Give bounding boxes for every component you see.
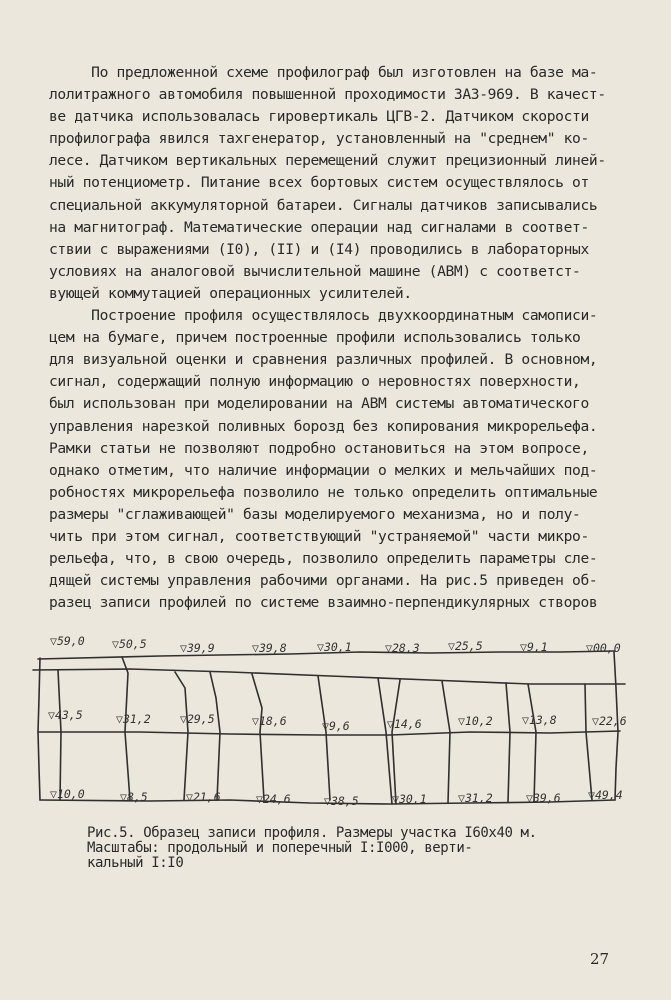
transverse-profile: [528, 684, 536, 802]
text-line: робностях микрорельефа позволило не только определить оптимальные: [49, 483, 598, 501]
elevation-label: ▽9,1: [520, 640, 548, 654]
text-line: разец записи профилей по системе взаимно-перпендикулярных створов: [49, 594, 598, 612]
text-line: сигнал, содержащий полную информацию о неровностях поверхности,: [49, 373, 581, 391]
elevation-label: ▽10,2: [458, 714, 493, 728]
text-line: специальной аккумуляторной батареи. Сигналы датчиков записывались: [49, 196, 598, 214]
transverse-profile: [506, 683, 510, 802]
page-number: 27: [590, 950, 610, 968]
upper-band-line: [33, 669, 625, 684]
elevation-label: ▽10,0: [50, 787, 85, 801]
text-line: ный потенциометр. Питание всех бортовых систем осуществлялось от: [49, 174, 589, 192]
text-line: лолитражного автомобиля повышенной проходимости ЗАЗ-969. В качест-: [49, 86, 606, 104]
text-line: размеры "сглаживающей" базы моделируемого механизма, но и полу-: [49, 505, 581, 523]
body-text: [49, 62, 629, 614]
transverse-profile: [252, 674, 264, 800]
caption-line: Рис.5. Образец записи профиля. Размеры участка I60x40 м.: [87, 825, 537, 841]
text-line: условиях на аналоговой вычислительной машине (АВМ) с соответст-: [49, 262, 581, 280]
text-line: По предложенной схеме профилограф был изготовлен на базе ма-: [49, 64, 598, 81]
transverse-profile: [122, 657, 130, 800]
elevation-label: ▽39,9: [180, 641, 215, 655]
transverse-profile: [210, 672, 220, 800]
elevation-label: ▽00,0: [586, 641, 621, 655]
elevation-label: ▽30,1: [317, 640, 352, 654]
transverse-profile: [58, 670, 61, 800]
elevation-label: ▽50,5: [112, 637, 147, 651]
transverse-profile: [585, 684, 592, 800]
elevation-label: ▽21,6: [186, 790, 221, 804]
elevation-label: ▽24,6: [256, 792, 291, 806]
text-line: рельефа, что, в свою очередь, позволило определить параметры сле-: [49, 550, 598, 568]
text-line: на магнитограф. Математические операции над сигналами в соответ-: [49, 218, 589, 236]
transverse-profile: [392, 680, 400, 804]
text-line: профилографа явился тахгенератор, установленный на "среднем" ко-: [49, 130, 589, 148]
text-line: для визуальной оценки и сравнения различных профилей. В основном,: [49, 351, 598, 369]
text-line: лесе. Датчиком вертикальных перемещений служит прецизионный линей-: [49, 152, 606, 170]
text-line: однако отметим, что наличие информации о мелких и мельчайших под-: [49, 461, 598, 479]
elevation-label: ▽13,8: [522, 713, 557, 727]
figure-caption: [87, 826, 607, 871]
caption-line: кальный I:I0: [87, 855, 184, 871]
text-line: чить при этом сигнал, соответствующий "устраняемой" части микро-: [49, 527, 589, 545]
text-line: вующей коммутацией операционных усилителей.: [49, 284, 412, 302]
elevation-label: ▽18,6: [252, 714, 287, 728]
transverse-profile: [318, 676, 330, 800]
elevation-label: ▽31,2: [116, 712, 151, 726]
elevation-label: ▽39,6: [526, 791, 561, 805]
text-line: ствии с выражениями (I0), (II) и (I4) проводились в лабораторных: [49, 240, 589, 258]
caption-line: Масштабы: продольный и поперечный I:I000, верти-: [87, 840, 473, 856]
elevation-label: ▽22,6: [592, 714, 627, 728]
elevation-label: ▽59,0: [50, 634, 85, 648]
elevation-label: ▽49,4: [588, 788, 623, 802]
transverse-profile: [175, 672, 188, 800]
profile-diagram: [30, 628, 640, 818]
elevation-label: ▽30,1: [392, 792, 427, 806]
text-line: ве датчика использовалась гировертикаль ЦГВ-2. Датчиком скорости: [49, 108, 589, 126]
elevation-label: ▽8,5: [120, 790, 148, 804]
elevation-label: ▽29,5: [180, 712, 215, 726]
text-line: управления нарезкой поливных борозд без копирования микрорельефа.: [49, 417, 598, 435]
left-frame-line: [38, 658, 40, 800]
elevation-label: ▽9,6: [322, 719, 350, 733]
transverse-profile: [442, 681, 450, 803]
text-line: Рамки статьи не позволяют подробно остановиться на этом вопросе,: [49, 439, 589, 457]
text-line: дящей системы управления рабочими органами. На рис.5 приведен об-: [49, 572, 598, 590]
elevation-label: ▽14,6: [387, 717, 422, 731]
transverse-profile: [378, 678, 392, 804]
elevation-label: ▽25,5: [448, 639, 483, 653]
elevation-label: ▽28,3: [385, 641, 420, 655]
text-line: Построение профиля осуществлялось двухкоординатным самописи-: [49, 307, 598, 325]
profile-figure: [30, 628, 640, 818]
elevation-label: ▽39,8: [252, 641, 287, 655]
elevation-label: ▽38,5: [324, 794, 359, 808]
elevation-label: ▽43,5: [48, 708, 83, 722]
text-line: цем на бумаге, причем построенные профили использовались только: [49, 329, 581, 347]
text-line: был использован при моделировании на АВМ системы автоматического: [49, 395, 589, 413]
elevation-label: ▽31,2: [458, 791, 493, 805]
